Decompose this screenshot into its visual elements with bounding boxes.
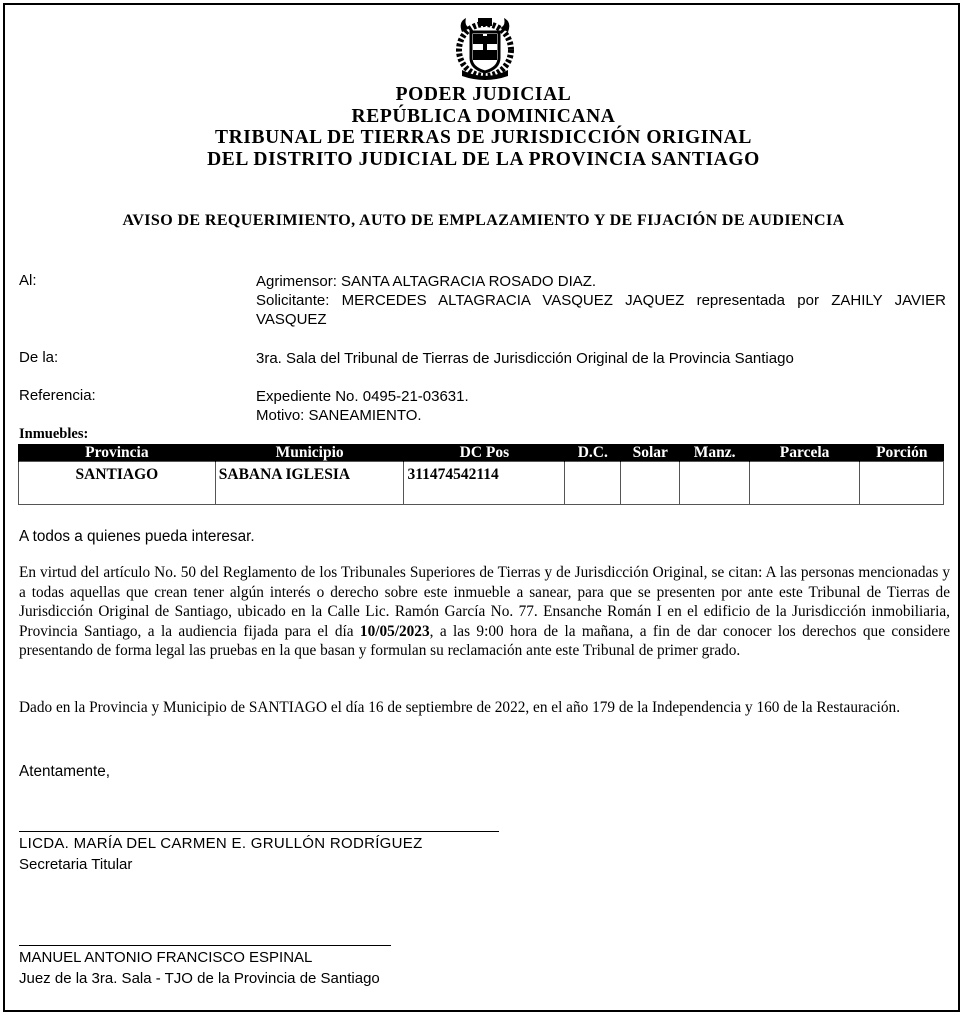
cell-manz — [680, 462, 750, 505]
dated-paragraph: Dado en la Provincia y Municipio de SANTIAGO el día 16 de septiembre de 2022, en el año 179 de la Independencia y 160 de la Restauración. — [19, 699, 901, 716]
cell-dc — [565, 462, 621, 505]
cell-parcela — [750, 462, 860, 505]
citation-paragraph — [19, 563, 950, 661]
referencia-label: Referencia: — [19, 387, 96, 404]
col-manz: Manz. — [680, 444, 750, 462]
col-porcion: Porción — [860, 444, 944, 462]
cell-dc-pos: 311474542114 — [404, 462, 565, 505]
inmuebles-table — [18, 444, 944, 505]
referencia-value — [256, 387, 946, 425]
motivo-line: Motivo: SANEAMIENTO. — [256, 407, 422, 424]
col-solar: Solar — [621, 444, 680, 462]
court-header — [0, 84, 967, 170]
col-municipio: Municipio — [215, 444, 404, 462]
header-line-distrito: DEL DISTRITO JUDICIAL DE LA PROVINCIA SANTIAGO — [207, 148, 760, 170]
al-label: Al: — [19, 272, 37, 289]
judge-title: Juez de la 3ra. Sala - TJO de la Provincia de Santiago — [19, 970, 380, 987]
secretary-name: LICDA. MARÍA DEL CARMEN E. GRULLÓN RODRÍGUEZ — [19, 835, 423, 852]
cell-porcion — [860, 462, 944, 505]
col-dc-pos: DC Pos — [404, 444, 565, 462]
table-row — [19, 462, 944, 505]
notice-title: AVISO DE REQUERIMIENTO, AUTO DE EMPLAZAMIENTO Y DE FIJACIÓN DE AUDIENCIA — [122, 212, 845, 229]
cell-provincia: SANTIAGO — [19, 462, 216, 505]
de-value: 3ra. Sala del Tribunal de Tierras de Jurisdicción Original de la Provincia Santiago — [256, 350, 794, 367]
coat-of-arms-seal — [454, 14, 516, 80]
inmuebles-header-row — [19, 444, 944, 462]
cell-municipio: SABANA IGLESIA — [215, 462, 404, 505]
solicitante-line: Solicitante: MERCEDES ALTAGRACIA VASQUEZ JAQUEZ representada por ZAHILY JAVIER VASQUEZ — [256, 292, 946, 328]
citation-text-part1: En virtud del artículo No. 50 del Reglamento de los Tribunales Superiores de Tierras y de Jurisdicción Original, se citan: A las personas mencionadas y a todas aquellas que crean tener algún interés o derecho sobre este inmueble a sanear, para que se presenten por ante este Tribunal de Tierras de Jurisdicción Original de Santiago, ubicado en la Calle Lic. Ramón García No. 77. Ensanche Román I en el edificio de la Jurisdicción inmobiliaria, Provincia Santiago, a la audiencia fijada para el día — [19, 564, 950, 640]
header-line-tribunal: TRIBUNAL DE TIERRAS DE JURISDICCIÓN ORIGINAL — [215, 127, 752, 148]
agrimensor-line: Agrimensor: SANTA ALTAGRACIA ROSADO DIAZ. — [256, 273, 597, 290]
secretary-title: Secretaria Titular — [19, 856, 133, 873]
citation-text-part2: , a las 9:00 hora de la mañana, a fin de dar conocer los derechos que considere presentando de forma legal las pruebas en la que basan y formulan su reclamación ante este Tribunal de primer grado. — [19, 622, 950, 660]
cell-solar — [621, 462, 680, 505]
header-line-republica: REPÚBLICA DOMINICANA — [351, 105, 616, 127]
al-value — [256, 272, 946, 329]
signature-line-secretary — [19, 831, 499, 832]
col-dc: D.C. — [565, 444, 621, 462]
greeting: A todos a quienes pueda interesar. — [19, 528, 255, 545]
de-label: De la: — [19, 349, 59, 366]
signature-line-judge — [19, 945, 391, 946]
inmuebles-label: Inmuebles: — [19, 426, 89, 442]
hearing-date: 10/05/2023 — [359, 622, 430, 640]
expediente-line: Expediente No. 0495-21-03631. — [256, 388, 469, 405]
col-parcela: Parcela — [750, 444, 860, 462]
col-provincia: Provincia — [19, 444, 216, 462]
judge-name: MANUEL ANTONIO FRANCISCO ESPINAL — [19, 949, 313, 966]
header-line-poder: PODER JUDICIAL — [395, 84, 572, 105]
closing-text: Atentamente, — [19, 763, 110, 780]
